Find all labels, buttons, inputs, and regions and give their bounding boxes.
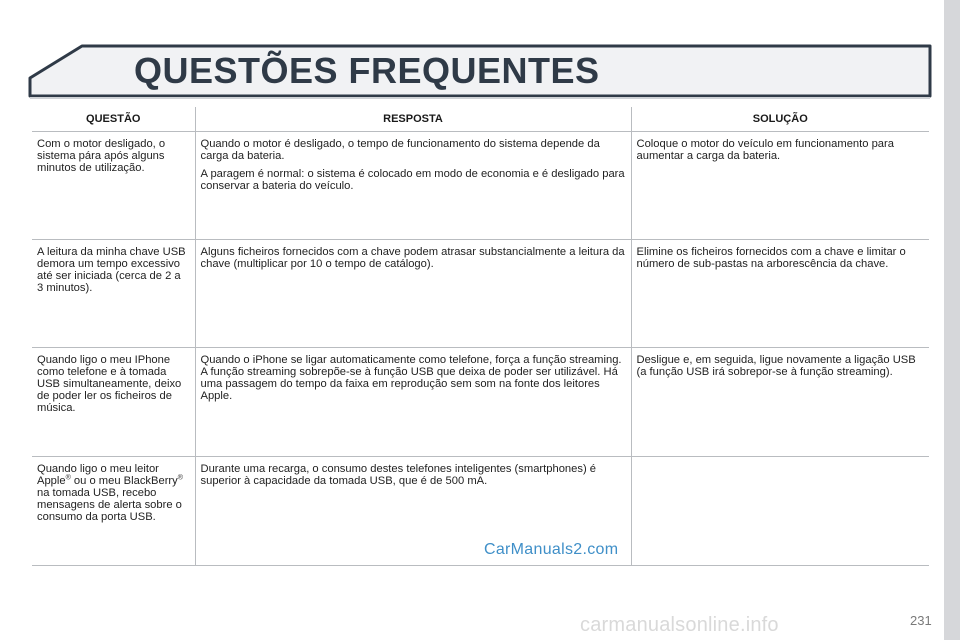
- question-cell: A leitura da minha chave USB demora um tempo excessivo até ser iniciada (cerca de 2 a 3 minutos).: [32, 240, 195, 348]
- footer-watermark: carmanualsonline.info: [580, 614, 779, 636]
- question-cell: Quando ligo o meu IPhone como telefone e à tomada USB simultaneamente, deixo de poder ler os ficheiros de música.: [32, 348, 195, 457]
- answer-paragraph: Alguns ficheiros fornecidos com a chave podem atrasar substancialmente a leitura da chave (multiplicar por 10 o tempo de catálogo).: [200, 246, 625, 270]
- table-row: [32, 457, 929, 566]
- table-row: [32, 240, 929, 348]
- header-answer: RESPOSTA: [195, 107, 631, 132]
- faq-table: [32, 107, 929, 566]
- answer-cell: [195, 240, 631, 348]
- registered-mark: ®: [65, 474, 71, 482]
- answer-paragraph: Quando o iPhone se ligar automaticamente como telefone, força a função streaming. A função streaming sobrepõe-se à função USB que deixa de poder ser utilizável. Há uma passagem do tempo da faixa em reprodução sem som na fonte dos leitores Apple.: [200, 354, 622, 402]
- question-text-1: Quando ligo o meu leitor Apple: [37, 463, 159, 487]
- table-row: [32, 132, 929, 240]
- question-text-2: ou o meu BlackBerry: [70, 475, 178, 487]
- question-cell: [32, 457, 195, 566]
- table-row: [32, 348, 929, 457]
- header-question: QUESTÃO: [32, 107, 195, 132]
- solution-cell: Elimine os ficheiros fornecidos com a chave e limitar o número de sub-pastas na arborescência da chave.: [631, 240, 929, 348]
- answer-cell: [195, 132, 631, 240]
- solution-cell: Desligue e, em seguida, ligue novamente a ligação USB (a função USB irá sobrepor-se à função streaming).: [631, 348, 929, 457]
- solution-cell: Coloque o motor do veículo em funcionamento para aumentar a carga da bateria.: [631, 132, 929, 240]
- answer-cell: [195, 348, 631, 457]
- header-solution: SOLUÇÃO: [631, 107, 929, 132]
- watermark-link[interactable]: CarManuals2.com: [484, 541, 619, 558]
- page-edge-strip: [944, 0, 960, 640]
- registered-mark: ®: [177, 474, 183, 482]
- question-cell: Com o motor desligado, o sistema pára após alguns minutos de utilização.: [32, 132, 195, 240]
- question-text-3: na tomada USB, recebo mensagens de alerta sobre o consumo da porta USB.: [37, 487, 182, 523]
- page-title: QUESTÕES FREQUENTES: [134, 50, 600, 91]
- answer-paragraph: A paragem é normal: o sistema é colocado em modo de economia e é desligado para conservar a bateria do veículo.: [200, 168, 625, 192]
- table-header-row: [32, 107, 929, 132]
- page-number: 231: [910, 613, 932, 628]
- answer-paragraph: Quando o motor é desligado, o tempo de funcionamento do sistema depende da carga da bateria.: [200, 138, 600, 162]
- answer-paragraph: Durante uma recarga, o consumo destes telefones inteligentes (smartphones) é superior à capacidade da tomada USB, que é de 500 mA.: [200, 463, 597, 487]
- solution-cell: [631, 457, 929, 566]
